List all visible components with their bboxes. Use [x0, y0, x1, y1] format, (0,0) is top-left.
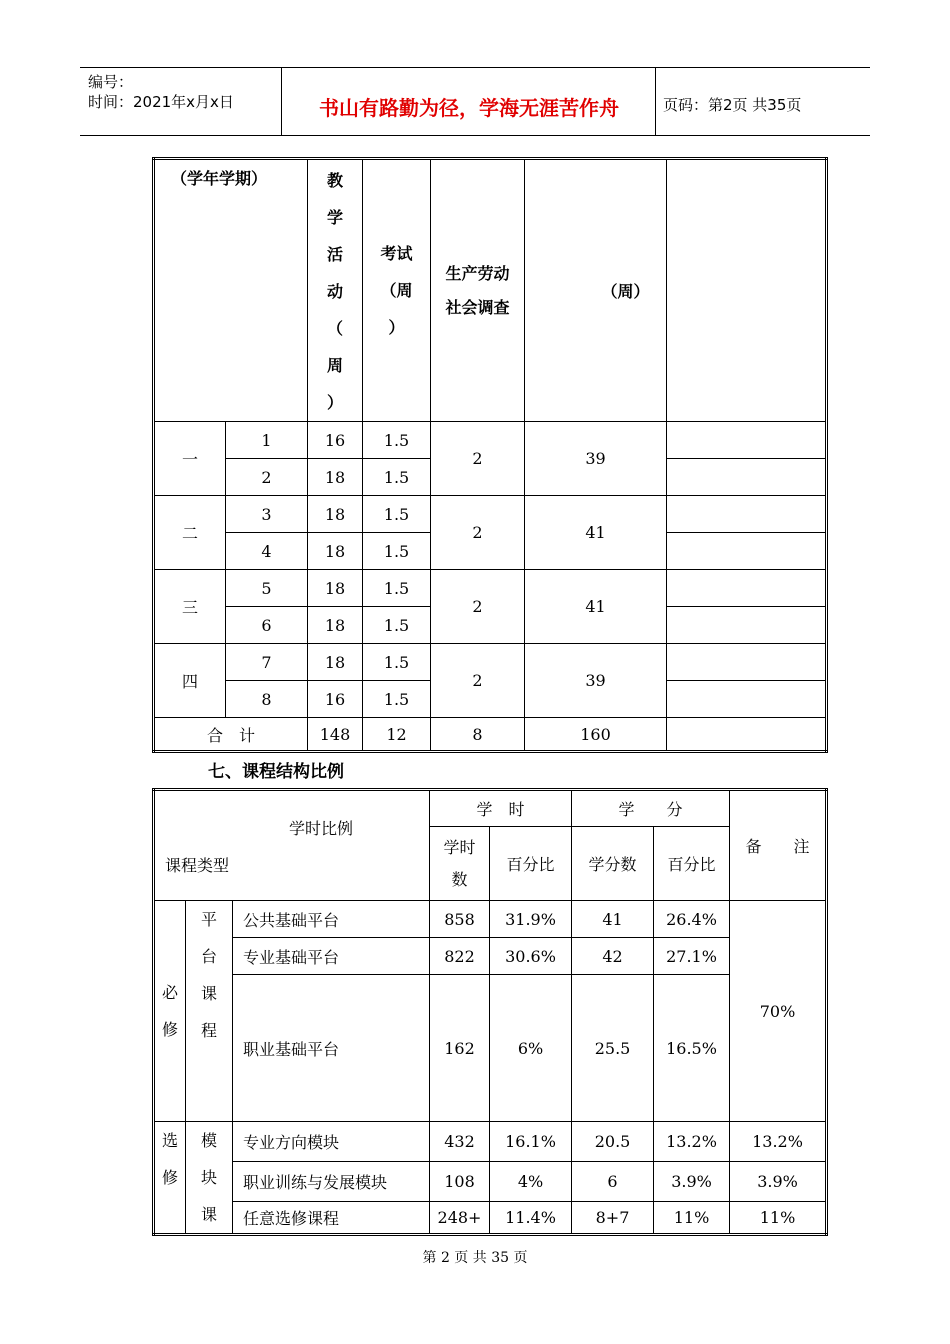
total-weeks: 39 [525, 644, 667, 718]
term-number: 7 [226, 644, 308, 681]
sum-row [154, 718, 827, 752]
hours-percent: 4% [490, 1162, 572, 1202]
credits: 8+7 [572, 1202, 654, 1235]
course-type: 专业基础平台 [233, 938, 430, 975]
blank-cell [667, 496, 827, 533]
hours-percent: 6% [490, 975, 572, 1122]
blank-cell [667, 459, 827, 496]
year-label: 一 [154, 422, 226, 496]
credits: 25.5 [572, 975, 654, 1122]
term-number: 1 [226, 422, 308, 459]
hours: 108 [430, 1162, 490, 1202]
hours-percent-header: 百分比 [490, 827, 572, 901]
table-header-row [154, 790, 827, 827]
required-note: 70% [730, 901, 827, 1122]
note: 3.9% [730, 1162, 827, 1202]
teaching-weeks: 18 [308, 570, 363, 607]
page-footer: 第 2 页 共 35 页 [422, 1250, 528, 1266]
course-type: 职业训练与发展模块 [233, 1162, 430, 1202]
hours-percent: 11.4% [490, 1202, 572, 1235]
exam-weeks: 1.5 [363, 607, 431, 644]
header-divider [655, 67, 656, 135]
blank-cell [667, 681, 827, 718]
table-row [154, 975, 827, 1122]
table-row [154, 1202, 827, 1235]
exam-weeks: 1.5 [363, 533, 431, 570]
semester-header: （学年学期） [154, 159, 308, 422]
teaching-weeks: 18 [308, 459, 363, 496]
total-weeks-header: （周） [525, 159, 667, 422]
teaching-weeks: 16 [308, 681, 363, 718]
term-number: 6 [226, 607, 308, 644]
labor-survey-header: 生产劳动 社会调查 [431, 159, 525, 422]
credits: 42 [572, 938, 654, 975]
table-row [154, 422, 827, 459]
credits: 20.5 [572, 1122, 654, 1162]
blank-cell [667, 570, 827, 607]
blank-header-cell [667, 159, 827, 422]
total-weeks: 39 [525, 422, 667, 496]
sum-exam: 12 [363, 718, 431, 752]
total-weeks: 41 [525, 496, 667, 570]
credits-percent-header: 百分比 [654, 827, 730, 901]
labor-weeks: 2 [431, 644, 525, 718]
table-row [154, 938, 827, 975]
course-type: 职业基础平台 [233, 975, 430, 1122]
term-number: 2 [226, 459, 308, 496]
credits-group-header: 学 分 [572, 790, 730, 827]
term-number: 8 [226, 681, 308, 718]
course-type-label: 课程类型 [165, 855, 230, 875]
header-divider [281, 67, 282, 135]
elective-label: 选 修 [154, 1122, 186, 1235]
note: 11% [730, 1202, 827, 1235]
sum-labor: 8 [431, 718, 525, 752]
hours-percent: 16.1% [490, 1122, 572, 1162]
year-label: 三 [154, 570, 226, 644]
exam-weeks: 1.5 [363, 459, 431, 496]
document-date: 时间：2021年x月x日 [88, 93, 234, 111]
header-bottom-rule [80, 135, 870, 136]
table-row [154, 901, 827, 938]
credits-percent: 11% [654, 1202, 730, 1235]
hours: 248+ [430, 1202, 490, 1235]
header-top-rule [80, 67, 870, 68]
exam-weeks: 1.5 [363, 570, 431, 607]
hours: 858 [430, 901, 490, 938]
required-label: 必 修 [154, 901, 186, 1122]
header-motto: 书山有路勤为径，学海无涯苦作舟 [319, 96, 619, 120]
note: 13.2% [730, 1122, 827, 1162]
term-number: 5 [226, 570, 308, 607]
teaching-weeks: 18 [308, 533, 363, 570]
blank-cell [667, 718, 827, 752]
table-row [154, 570, 827, 607]
credits-percent: 26.4% [654, 901, 730, 938]
sum-total: 160 [525, 718, 667, 752]
credits: 6 [572, 1162, 654, 1202]
table-row [154, 644, 827, 681]
ratio-label: 学时比例 [289, 818, 354, 838]
blank-cell [667, 607, 827, 644]
sum-label: 合 计 [154, 718, 308, 752]
course-type: 任意选修课程 [233, 1202, 430, 1235]
hours-percent: 31.9% [490, 901, 572, 938]
year-label: 二 [154, 496, 226, 570]
header-meta [88, 72, 234, 112]
teaching-weeks: 18 [308, 496, 363, 533]
credits-percent: 16.5% [654, 975, 730, 1122]
hours-percent: 30.6% [490, 938, 572, 975]
table-row [154, 1122, 827, 1162]
table-row [154, 496, 827, 533]
blank-cell [667, 644, 827, 681]
course-type: 专业方向模块 [233, 1122, 430, 1162]
term-number: 4 [226, 533, 308, 570]
teaching-weeks-header: 教 学 活 动 （ 周 ） [308, 159, 363, 422]
labor-weeks: 2 [431, 570, 525, 644]
header-page-number: 页码：第2页 共35页 [663, 96, 802, 114]
exam-weeks: 1.5 [363, 422, 431, 459]
teaching-weeks: 16 [308, 422, 363, 459]
blank-cell [667, 422, 827, 459]
exam-weeks: 1.5 [363, 496, 431, 533]
credits-percent: 13.2% [654, 1122, 730, 1162]
module-course-label: 模 块 课 [186, 1122, 233, 1235]
exam-weeks: 1.5 [363, 681, 431, 718]
table-row [154, 1162, 827, 1202]
diagonal-header-cell [154, 790, 430, 901]
hours: 162 [430, 975, 490, 1122]
hours-group-header: 学 时 [430, 790, 572, 827]
course-structure-table [152, 788, 828, 1236]
semester-weeks-table [152, 157, 828, 753]
hours: 822 [430, 938, 490, 975]
labor-weeks: 2 [431, 422, 525, 496]
document-number: 编号： [88, 73, 134, 91]
exam-weeks: 1.5 [363, 644, 431, 681]
teaching-weeks: 18 [308, 607, 363, 644]
term-number: 3 [226, 496, 308, 533]
section-title: 七、课程结构比例 [208, 762, 344, 782]
total-weeks: 41 [525, 570, 667, 644]
course-type: 公共基础平台 [233, 901, 430, 938]
teaching-weeks: 18 [308, 644, 363, 681]
hours-header: 学时 数 [430, 827, 490, 901]
hours: 432 [430, 1122, 490, 1162]
table-header-row [154, 159, 827, 422]
credits: 41 [572, 901, 654, 938]
sum-teaching: 148 [308, 718, 363, 752]
labor-weeks: 2 [431, 496, 525, 570]
platform-course-label: 平 台 课 程 [186, 901, 233, 1122]
credits-percent: 3.9% [654, 1162, 730, 1202]
exam-weeks-header: 考试 （周 ） [363, 159, 431, 422]
blank-cell [667, 533, 827, 570]
credits-percent: 27.1% [654, 938, 730, 975]
notes-header: 备 注 [730, 790, 827, 901]
credits-header: 学分数 [572, 827, 654, 901]
year-label: 四 [154, 644, 226, 718]
